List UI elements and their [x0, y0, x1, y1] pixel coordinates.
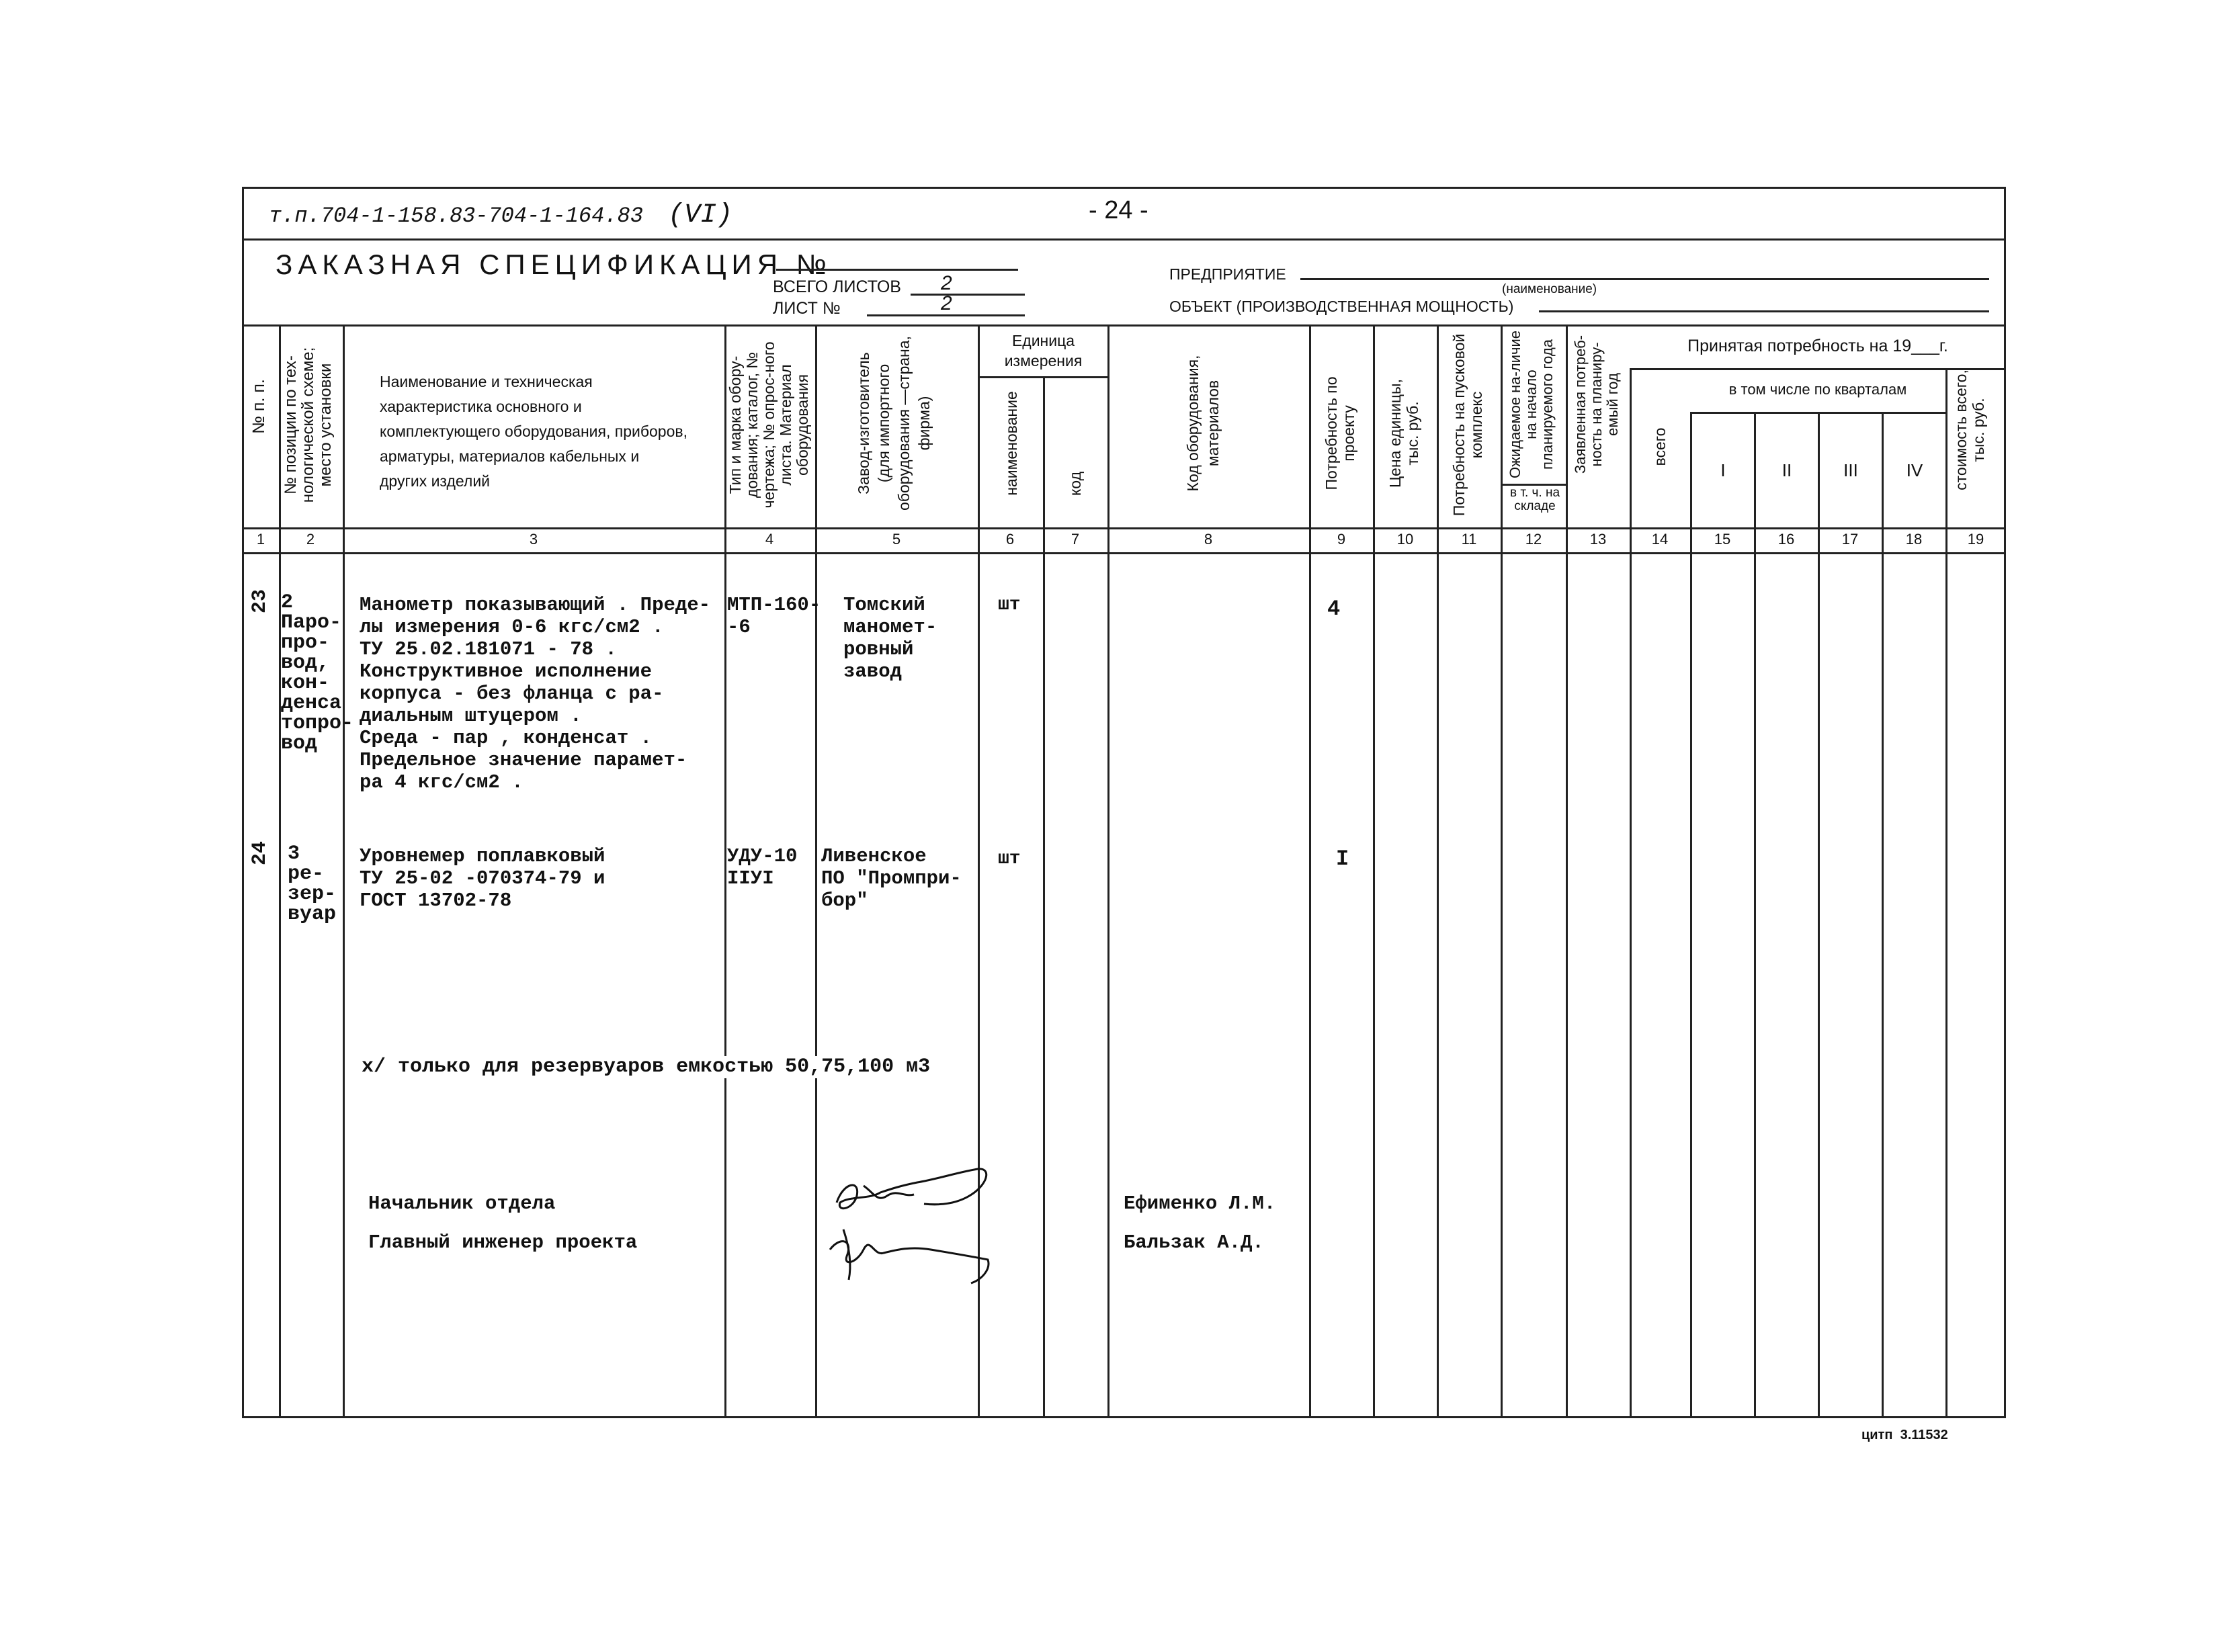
row-1-type: МТП-160- -6 [727, 594, 821, 638]
col-num-19: 19 [1967, 531, 1984, 548]
doc-mark: (VI) [668, 200, 733, 230]
unit-divider [978, 376, 1109, 378]
total-sheets-label: ВСЕГО ЛИСТОВ [773, 277, 901, 296]
row-2-need: I [1336, 846, 1349, 871]
col-header-17: III [1843, 460, 1858, 480]
col-line-16 [1818, 412, 1820, 1416]
total-sheets-line [911, 294, 1025, 296]
col-line-8 [1309, 324, 1311, 1416]
col-header-3: Наименование и техническая характеристика основного и комплектующего оборудования, приборов, арматуры, материалов кабельных и других изделий [380, 373, 688, 490]
col-num-7: 7 [1071, 531, 1080, 548]
col-line-6 [1043, 376, 1045, 1416]
col-header-14: всего [1651, 427, 1669, 466]
col-header-18: IV [1906, 460, 1923, 480]
row-2-type: УДУ-10 IIУI [727, 845, 798, 889]
col-num-10: 10 [1396, 531, 1414, 548]
col-header-11: Потребность на пусковой комплекс [1450, 333, 1485, 517]
col-header-10: Цена единицы, тыс. руб. [1386, 379, 1421, 488]
col-num-4: 4 [765, 531, 774, 548]
col-header-9: Потребность по проекту [1323, 376, 1357, 490]
col-header-16: II [1782, 460, 1792, 480]
accepted-header: Принятая потребность на 19___г. [1687, 337, 1948, 355]
col-header-2: № позиции по тех-нологической схеме; место установки [282, 347, 335, 503]
dept-head-label: Начальник отдела [368, 1192, 556, 1215]
handwritten-signatures [823, 1156, 998, 1290]
col-header-19: стоимость всего, тыс. руб. [1952, 369, 1987, 490]
col-num-9: 9 [1337, 531, 1346, 548]
frame-bottom [242, 1416, 2006, 1418]
dept-head-name: Ефименко Л.М. [1124, 1192, 1276, 1215]
row-2-position: 3 ре- зер- вуар [288, 842, 337, 926]
col-num-12: 12 [1525, 531, 1542, 548]
accepted-divider [1630, 368, 2006, 370]
col-line-4 [815, 324, 817, 1416]
col-header-8: Код оборудования, материалов [1184, 355, 1222, 492]
row-1-description: Манометр показывающий . Преде- лы измерения 0-6 кгс/см2 . ТУ 25.02.181071 - 78 . Конструктивное исполнение корпуса - без фланца с ра- диальным штуцером . Среда - пар , конденсат . Предельное значение парамет- ра 4 кгс/см2 . [360, 594, 711, 793]
col-line-18 [1945, 368, 1947, 1416]
col-line-1 [279, 324, 281, 1416]
col-num-18: 18 [1905, 531, 1923, 548]
col-line-12 [1566, 324, 1568, 1416]
frame-top [242, 187, 2006, 189]
col-num-17: 17 [1841, 531, 1859, 548]
frame-table-top [242, 324, 2006, 327]
quarters-divider [1690, 412, 1947, 414]
col-num-15: 15 [1714, 531, 1731, 548]
col-line-14 [1690, 412, 1692, 1416]
page-number: - 24 - [1089, 196, 1148, 224]
numbers-top [242, 527, 2006, 529]
col-line-13 [1630, 368, 1632, 1416]
footnote: x/ только для резервуаров емкостью 50,75,100 м3 [362, 1055, 931, 1078]
col-num-2: 2 [306, 531, 315, 548]
col-header-5: Завод-изготовитель (для импортного оборудования —страна, фирма) [855, 336, 933, 511]
col-num-14: 14 [1651, 531, 1669, 548]
col-num-3: 3 [529, 531, 538, 548]
enterprise-label: ПРЕДПРИЯТИЕ [1169, 265, 1286, 283]
frame-right [2004, 187, 2006, 1418]
row-1-manufacturer: Томский маномет- ровный завод [843, 594, 937, 683]
spec-title: ЗАКАЗНАЯ СПЕЦИФИКАЦИЯ № [276, 249, 832, 280]
numbers-bottom [242, 552, 2006, 554]
row-2-number: 24 [249, 841, 271, 866]
frame-header-divider [242, 238, 2006, 241]
col-num-1: 1 [256, 531, 265, 548]
total-sheets-value: 2 [941, 272, 952, 294]
row-2-unit: шт [998, 849, 1021, 869]
col-line-17 [1882, 412, 1884, 1416]
col-header-12b: в т. ч. на складе [1509, 486, 1560, 513]
row-1-number: 23 [249, 589, 271, 614]
sheet-value: 2 [941, 292, 952, 314]
col-line-7 [1107, 324, 1109, 1416]
col-num-5: 5 [892, 531, 901, 548]
object-line [1539, 310, 1989, 312]
col-header-13: Заявленная потреб-ность на планиру-емый год [1572, 335, 1621, 474]
row-2-description: Уровнемер поплавковый ТУ 25-02 -070374-79 и ГОСТ 13702-78 [360, 845, 605, 912]
col-header-6: наименование [1003, 391, 1020, 496]
chief-engineer-label: Главный инженер проекта [368, 1231, 638, 1254]
col-header-12: Ожидаемое на-личие на начало планируемого года [1507, 331, 1556, 478]
col-line-2 [343, 324, 345, 1416]
doc-code: т.п.704-1-158.83-704-1-164.83 (VI) [269, 200, 733, 230]
spec-number-line [776, 269, 1018, 271]
col-header-15: I [1720, 460, 1726, 480]
col-num-11: 11 [1461, 531, 1477, 548]
name-note: (наименование) [1502, 282, 1597, 296]
col-line-11 [1501, 324, 1503, 1416]
object-label: ОБЪЕКТ (ПРОИЗВОДСТВЕННАЯ МОЩНОСТЬ) [1169, 298, 1514, 315]
sheet-label: ЛИСТ № [773, 299, 841, 318]
quarters-header: в том числе по кварталам [1728, 381, 1907, 398]
row-1-need: 4 [1327, 597, 1341, 621]
col-header-7: код [1066, 471, 1084, 496]
col-header-4: Тип и марка обору-дования; каталог, № чертежа; № опрос-ного листа. Материал оборудования [726, 341, 811, 509]
row-1-unit: шт [998, 595, 1021, 615]
col-num-6: 6 [1005, 531, 1015, 548]
col-num-8: 8 [1204, 531, 1213, 548]
col-line-10 [1437, 324, 1439, 1416]
chief-engineer-name: Бальзак А.Д. [1124, 1231, 1264, 1254]
unit-header: Единица измерения [1004, 332, 1083, 369]
col-num-16: 16 [1777, 531, 1795, 548]
stamp: цитп 3.11532 [1861, 1428, 1948, 1442]
col-line-15 [1754, 412, 1756, 1416]
enterprise-line [1300, 278, 1989, 280]
row-1-position: 2 Паро- про- вод, кон- денса топро- вод [281, 591, 354, 755]
col-header-1: № п. п. [249, 379, 268, 434]
frame-left [242, 187, 244, 1418]
row-2-manufacturer: Ливенское ПО "Промпри- бор" [821, 845, 962, 912]
col-num-13: 13 [1589, 531, 1607, 548]
col-line-9 [1373, 324, 1375, 1416]
